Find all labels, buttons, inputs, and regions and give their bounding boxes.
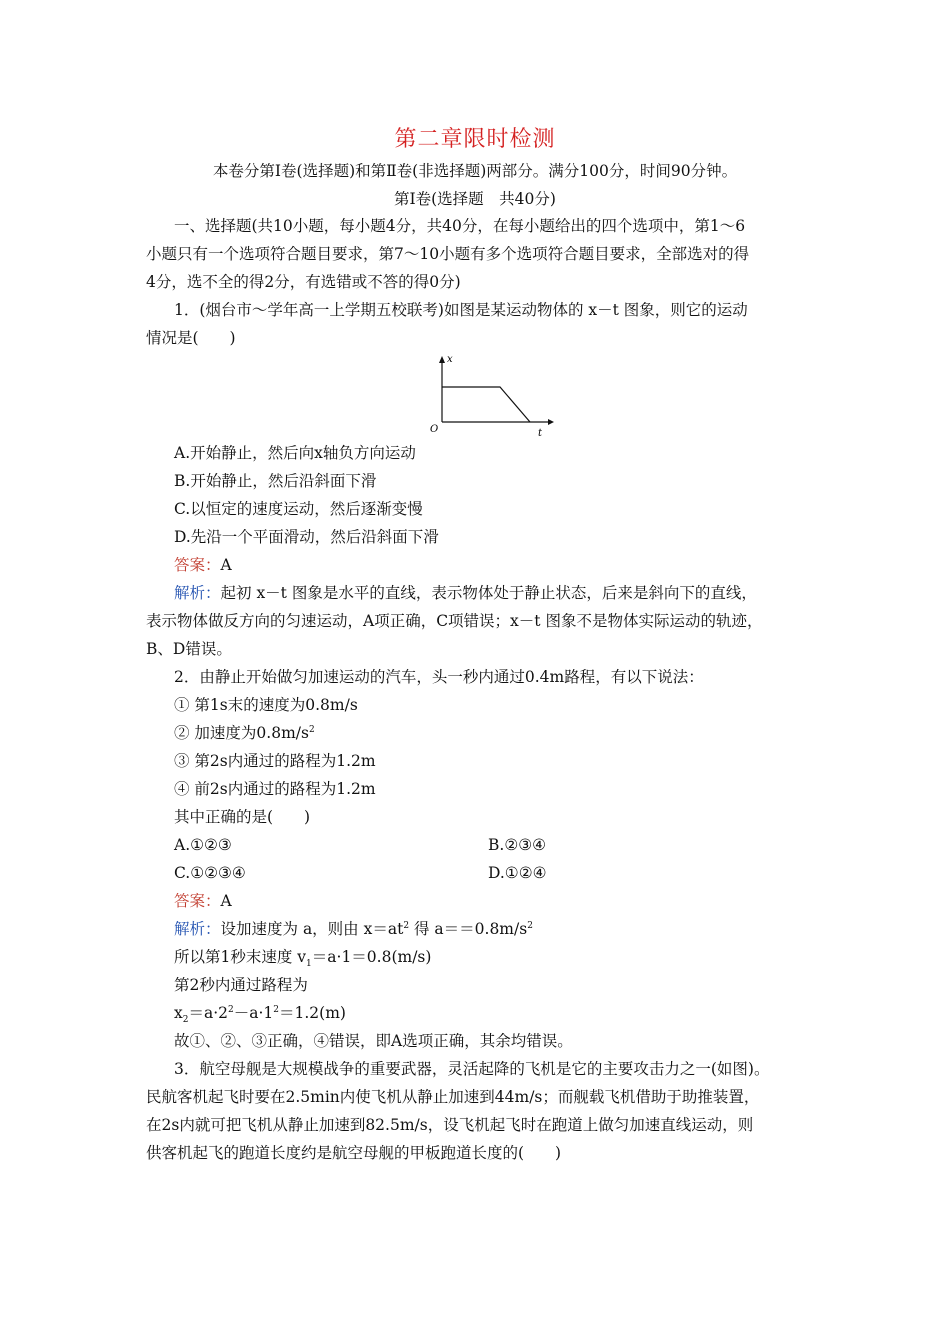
explanation-text: 得 a＝＝0.8m/s xyxy=(409,920,528,938)
answer-label: 答案： xyxy=(174,556,221,574)
q2-explanation-line1 xyxy=(174,918,533,940)
answer-label: 答案： xyxy=(174,892,221,910)
explanation-text: 所以第1秒末速度 v xyxy=(174,948,307,966)
q3-stem-line4: 供客机起飞的跑道长度约是航空母舰的甲板跑道长度的( ) xyxy=(146,1144,562,1162)
axis-label-x: x xyxy=(447,354,453,365)
q2-option-a: A.①②③ xyxy=(174,836,232,854)
superscript: 2 xyxy=(273,1004,280,1015)
q2-ask: 其中正确的是( ) xyxy=(174,808,311,826)
explanation-label: 解析： xyxy=(174,584,221,602)
xt-line xyxy=(442,387,530,422)
q3-stem-line2: 民航客机起飞时要在2.5min内使飞机从静止加速到44m/s；而舰载飞机借助于助推装置， xyxy=(146,1088,760,1106)
explanation-text: 设加速度为 a，则由 x＝at xyxy=(220,920,404,938)
q2-explanation-line2 xyxy=(174,946,431,968)
q1-option-d: D.先沿一个平面滑动，然后沿斜面下滑 xyxy=(174,528,439,546)
q1-option-b: B.开始静止，然后沿斜面下滑 xyxy=(174,472,377,490)
answer-value: A xyxy=(220,556,232,574)
q1-option-c: C.以恒定的速度运动，然后逐渐变慢 xyxy=(174,500,423,518)
q2-answer xyxy=(174,890,232,912)
q1-explanation-line1 xyxy=(174,582,757,604)
q2-stem: 2．由静止开始做匀加速运动的汽车，头一秒内通过0.4m路程，有以下说法： xyxy=(174,668,704,686)
subscript: 2 xyxy=(182,1015,189,1026)
explanation-text: x xyxy=(174,1004,183,1022)
x-axis-arrow xyxy=(439,356,445,363)
q2-explanation-line3: 第2秒内通过路程为 xyxy=(174,976,308,994)
section-instructions-line3: 4分，选不全的得2分，有选错或不答的得0分) xyxy=(146,273,461,291)
explanation-text: ＝a·2 xyxy=(188,1004,229,1022)
statement-text: ② 加速度为0.8m/s xyxy=(174,724,309,742)
chapter-title: 第二章限时检测 xyxy=(394,127,556,152)
q2-option-b: B.②③④ xyxy=(488,836,547,854)
q2-statement-3: ③ 第2s内通过的路程为1.2m xyxy=(174,752,376,770)
q2-statement-4: ④ 前2s内通过的路程为1.2m xyxy=(174,780,376,798)
section-instructions-line2: 小题只有一个选项符合题目要求，第7～10小题有多个选项符合题目要求，全部选对的得 xyxy=(146,245,750,263)
q1-stem-line2: 情况是( ) xyxy=(146,329,236,347)
superscript: 2 xyxy=(308,724,315,735)
q1-option-a: A.开始静止，然后向x轴负方向运动 xyxy=(174,444,416,462)
section-instructions-line1: 一、选择题(共10小题，每小题4分，共40分，在每小题给出的四个选项中，第1～6 xyxy=(174,217,746,235)
q1-answer xyxy=(174,554,232,576)
answer-value: A xyxy=(220,892,232,910)
explanation-text: ＝1.2(m) xyxy=(279,1004,346,1022)
superscript: 2 xyxy=(527,920,533,931)
part1-header: 第Ⅰ卷(选择题 共40分) xyxy=(394,190,556,208)
t-axis-arrow xyxy=(548,419,554,425)
explanation-label: 解析： xyxy=(174,920,221,938)
q2-statement-2 xyxy=(174,722,315,744)
q2-statement-1: ① 第1s末的速度为0.8m/s xyxy=(174,696,358,714)
q1-stem-line1: 1．(烟台市～学年高一上学期五校联考)如图是某运动物体的 x－t 图象，则它的运动 xyxy=(174,301,748,319)
axis-label-t: t xyxy=(538,428,543,439)
exam-intro: 本卷分第Ⅰ卷(选择题)和第Ⅱ卷(非选择题)两部分。满分100分，时间90分钟。 xyxy=(212,162,738,180)
explanation-text: ＝a·1＝0.8(m/s) xyxy=(311,948,432,966)
subscript: 1 xyxy=(306,959,312,970)
q1-explanation-line2: 表示物体做反方向的匀速运动，A项正确，C项错误；x－t 图象不是物体实际运动的轨迹， xyxy=(146,612,763,630)
superscript: 2 xyxy=(403,920,410,931)
q3-stem-line3: 在2s内就可把飞机从静止加速到82.5m/s，设飞机起飞时在跑道上做匀加速直线运动，则 xyxy=(146,1116,754,1134)
superscript: 2 xyxy=(228,1004,234,1015)
explanation-text: 起初 x－t 图象是水平的直线，表示物体处于静止状态，后来是斜向下的直线， xyxy=(220,584,757,602)
origin-label: O xyxy=(430,424,439,435)
xt-graph xyxy=(430,352,560,442)
q2-explanation-line5: 故①、②、③正确，④错误，即A选项正确，其余均错误。 xyxy=(174,1032,573,1050)
explanation-text: －a·1 xyxy=(233,1004,274,1022)
q2-option-c: C.①②③④ xyxy=(174,864,246,882)
q1-explanation-line3: B、D错误。 xyxy=(146,640,232,658)
q3-stem-line1: 3．航空母舰是大规模战争的重要武器，灵活起降的飞机是它的主要攻击力之一(如图)。 xyxy=(174,1060,770,1078)
q2-explanation-line4 xyxy=(174,1002,346,1024)
q2-option-d: D.①②④ xyxy=(488,864,547,882)
